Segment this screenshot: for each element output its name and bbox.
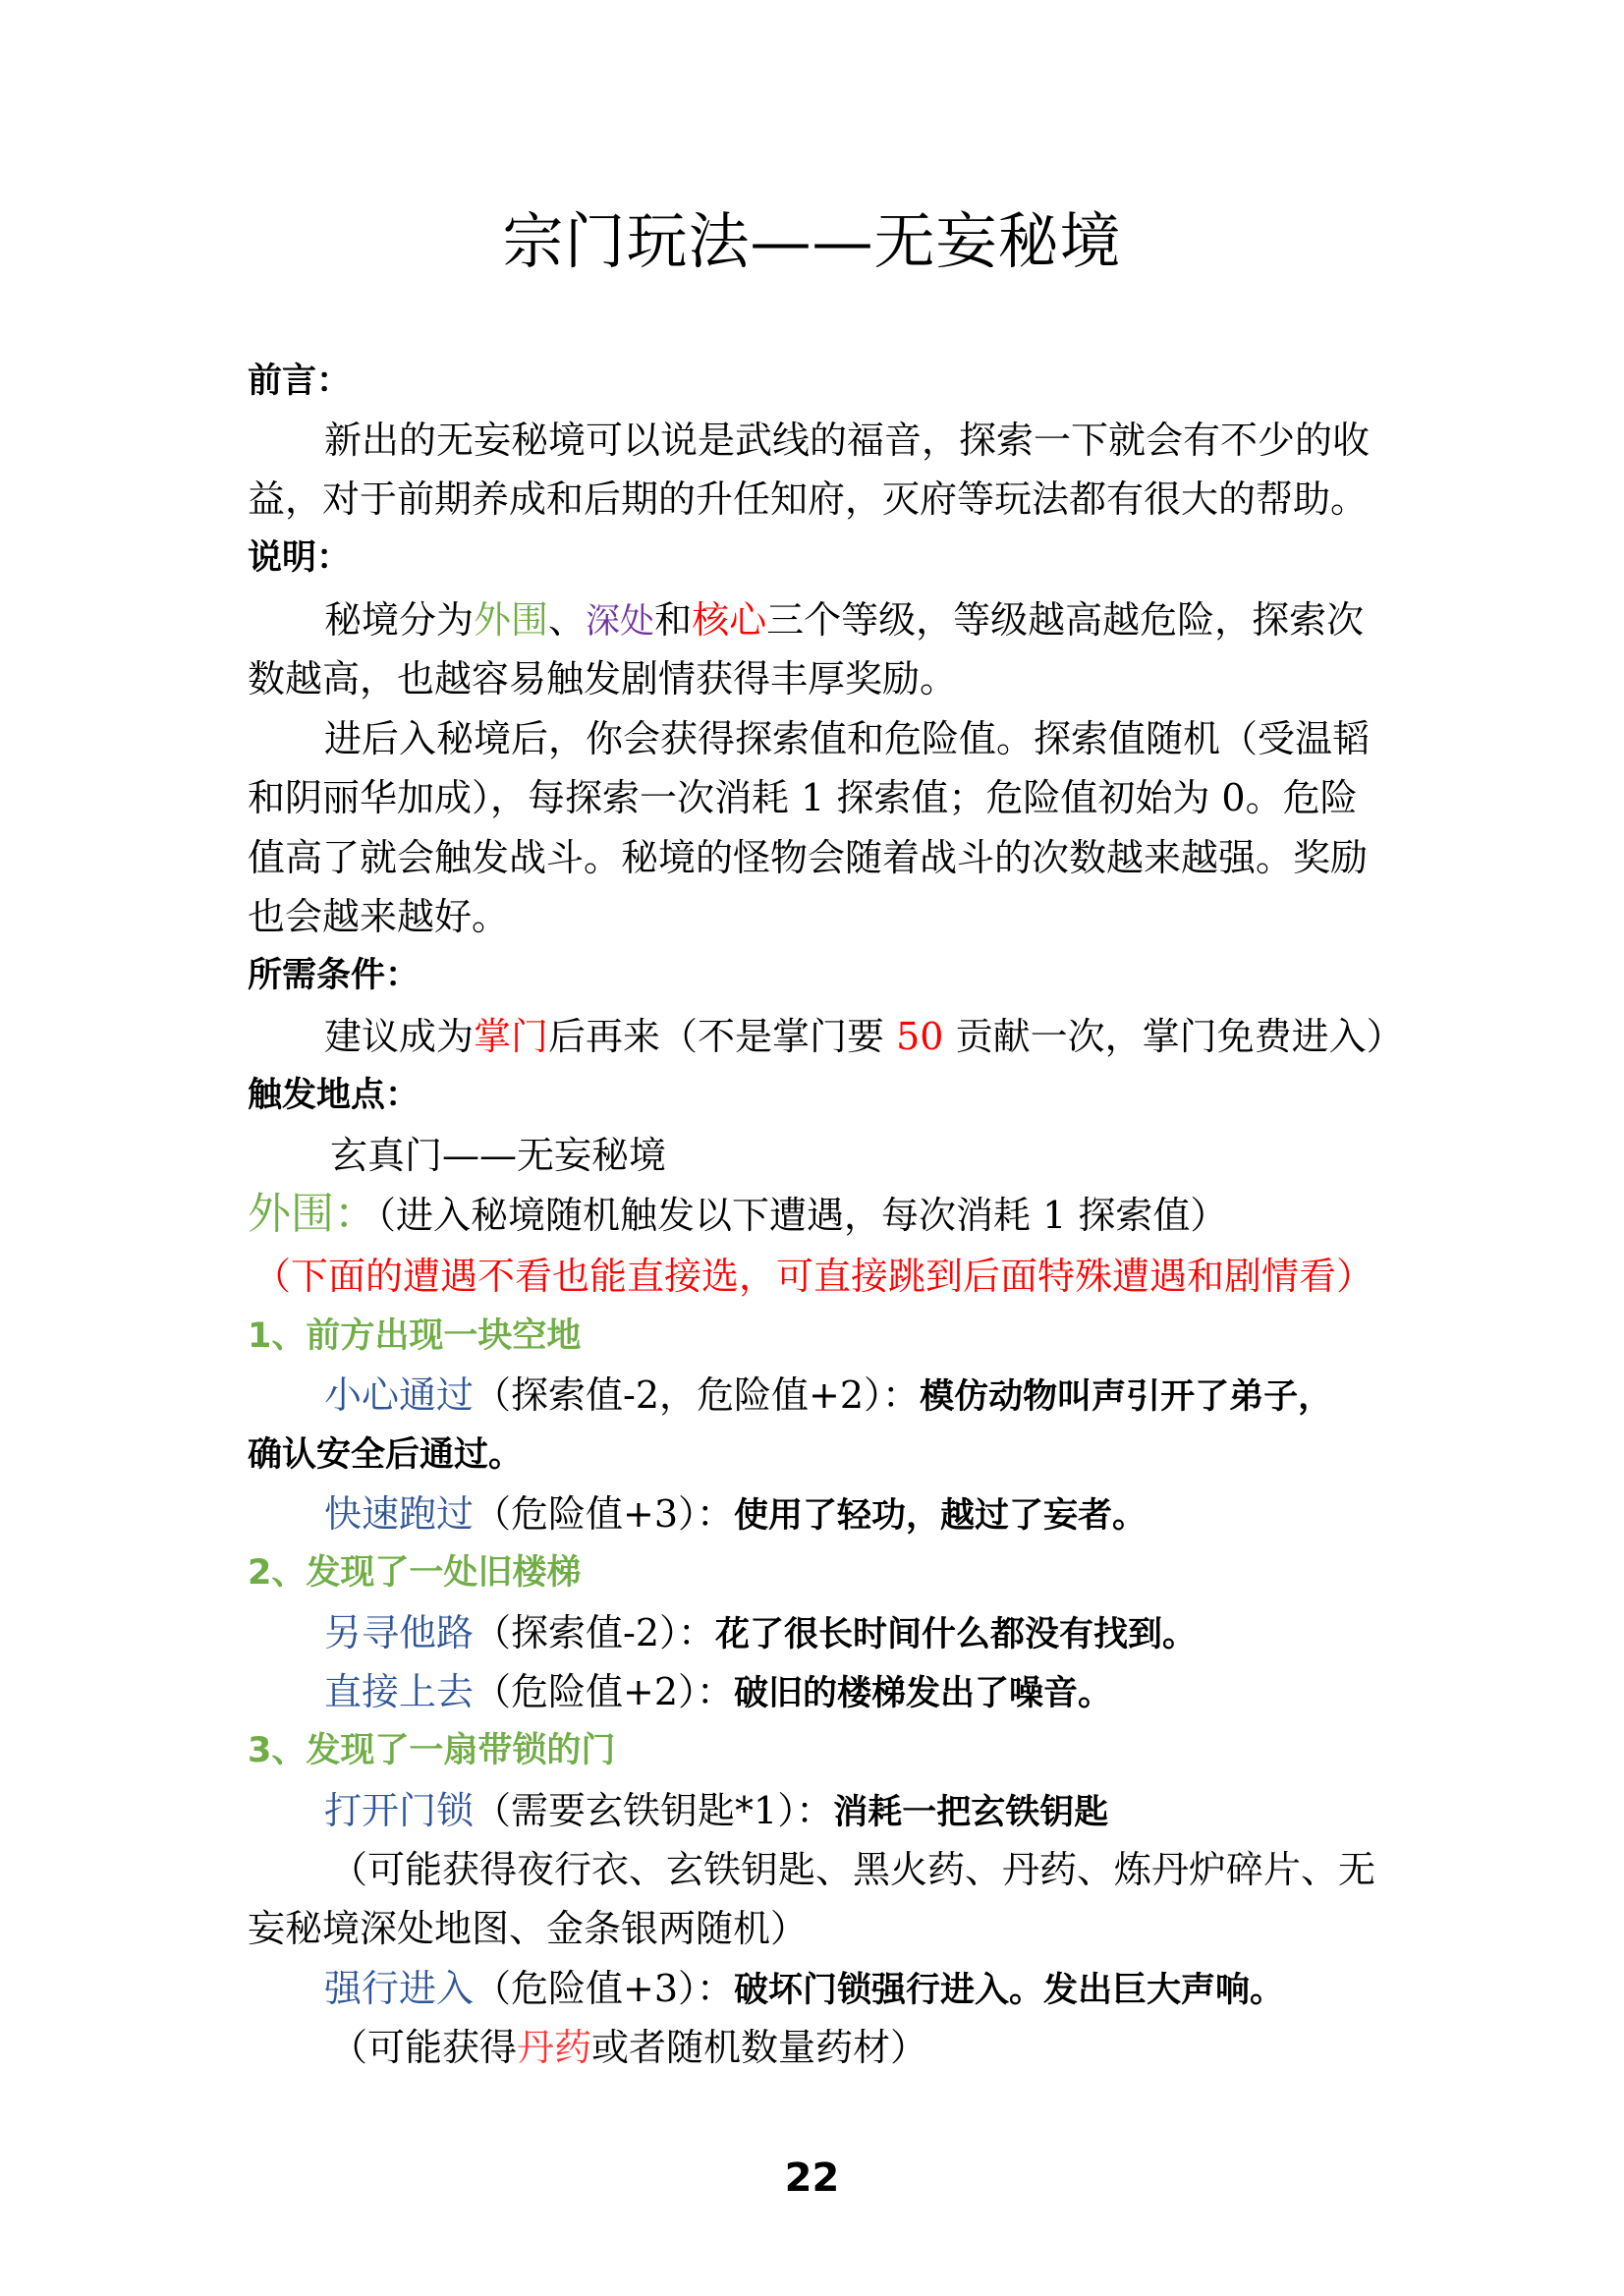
event-2-option-1: [324, 1608, 1387, 1659]
explain-p1-text-b: 三个等级，等级越高越危险，探索次: [766, 598, 1365, 642]
event-3-option-2-name: 强行进入: [324, 1967, 475, 2010]
explain-p2-line-2: 和阴丽华加成），每探索一次消耗 1 探索值；危险值初始为 0。危险: [248, 776, 1358, 819]
outer-description: （进入秘境随机触发以下遭遇，每次消耗 1 探索值）: [377, 1194, 1228, 1237]
level-separator: 、: [548, 598, 587, 642]
level-deep: 深处: [586, 602, 655, 642]
requirement-master: 掌门: [474, 1015, 549, 1058]
explain-heading: 说明：: [248, 538, 352, 578]
outer-label: 外围：: [248, 1189, 377, 1239]
explain-p1-text-a: 秘境分为: [324, 598, 475, 642]
event-3-option-2: [324, 1964, 1387, 2015]
explain-p2-line-4: 也会越来越好。: [248, 895, 510, 938]
event-2-title: 2、发现了一处旧楼梯: [248, 1553, 582, 1593]
page-title: 宗门玩法——无妄秘境: [502, 205, 1122, 277]
event-3-option-2-cond: （危险值+3）：: [474, 1967, 735, 2010]
explain-p2-line-1: 进后入秘境后，你会获得探索值和危险值。探索值随机（受温韬: [324, 717, 1371, 760]
requirement-text-a: 建议成为: [324, 1015, 475, 1058]
event-1-option-2-cond: （危险值+3）：: [474, 1492, 735, 1536]
outer-section-line: [248, 1190, 1387, 1240]
event-3-option-1-cond: （需要玄铁钥匙*1）：: [474, 1789, 834, 1832]
event-3-option-1-loot-line-1: （可能获得夜行衣、玄铁钥匙、黑火药、丹药、炼丹炉碎片、无: [330, 1848, 1376, 1891]
event-1-option-1-cond: （探索值-2，危险值+2）：: [474, 1373, 921, 1417]
explain-p2-line-3: 值高了就会触发战斗。秘境的怪物会随着战斗的次数越来越强。奖励: [248, 836, 1369, 879]
event-1-option-2-name: 快速跑过: [324, 1492, 475, 1536]
event-3-option-1: [324, 1786, 1387, 1837]
event-2-option-2: [324, 1667, 1387, 1718]
event-3-option-2-result: 破坏门锁强行进入。发出巨大声响。: [734, 1971, 1285, 2010]
event-3-option-1-name: 打开门锁: [324, 1789, 475, 1832]
event-1-option-1-result-cont: 确认安全后通过。: [248, 1435, 524, 1475]
event-2-option-1-cond: （探索值-2）：: [474, 1611, 716, 1654]
outer-note: （下面的遭遇不看也能直接选，可直接跳到后面特殊遭遇和剧情看）: [253, 1255, 1374, 1298]
event-1-option-1-result: 模仿动物叫声引开了弟子，: [920, 1377, 1333, 1417]
event-2-option-1-result: 花了很长时间什么都没有找到。: [715, 1615, 1198, 1654]
requirement-text-c: 贡献一次，掌门免费进入）: [943, 1015, 1404, 1058]
requirement-line: [324, 1012, 1404, 1061]
event-2-option-2-name: 直接上去: [324, 1670, 475, 1713]
event-1-option-1-name: 小心通过: [324, 1373, 475, 1417]
level-core: 核心: [692, 598, 767, 642]
location-heading: 触发地点：: [248, 1076, 420, 1115]
event-1-option-2: [324, 1489, 1387, 1540]
preface-line-1: 新出的无妄秘境可以说是武线的福音，探索一下就会有不少的收: [324, 419, 1371, 462]
event-3-title: 3、发现了一扇带锁的门: [248, 1731, 616, 1770]
event-1-option-1: [324, 1371, 1387, 1422]
requirement-cost: 50: [896, 1015, 944, 1058]
event-3-option-2-loot-highlight: 丹药: [517, 2026, 592, 2069]
event-3-option-1-result: 消耗一把玄铁钥匙: [833, 1793, 1109, 1832]
requirement-text-b: 后再来（不是掌门要: [548, 1015, 897, 1058]
event-3-option-2-loot-b: 或者随机数量药材）: [591, 2026, 928, 2069]
preface-heading: 前言：: [248, 362, 352, 401]
explain-p1-line-1: [324, 595, 1387, 646]
event-2-option-2-result: 破旧的楼梯发出了噪音。: [734, 1674, 1113, 1713]
event-3-option-2-loot-a: （可能获得: [330, 2026, 518, 2069]
location-value: 玄真门——无妄秘境: [330, 1134, 667, 1177]
event-3-option-1-loot-line-2: 妄秘境深处地图、金条银两随机）: [248, 1907, 809, 1950]
page-number: 22: [784, 2156, 840, 2201]
preface-line-2: 益，对于前期养成和后期的升任知府，灭府等玩法都有很大的帮助。: [248, 477, 1369, 521]
event-1-option-2-result: 使用了轻功，越过了妄者。: [734, 1496, 1148, 1536]
level-outer: 外围: [474, 598, 549, 642]
explain-p1-line-2: 数越高，也越容易触发剧情获得丰厚奖励。: [248, 657, 958, 700]
requirement-heading: 所需条件：: [248, 956, 420, 995]
event-3-option-2-loot: [330, 2023, 1387, 2072]
event-2-option-2-cond: （危险值+2）：: [474, 1670, 735, 1713]
explain-p1-and: 和: [654, 598, 693, 642]
event-1-title: 1、前方出现一块空地: [248, 1316, 582, 1356]
event-2-option-1-name: 另寻他路: [324, 1611, 475, 1654]
